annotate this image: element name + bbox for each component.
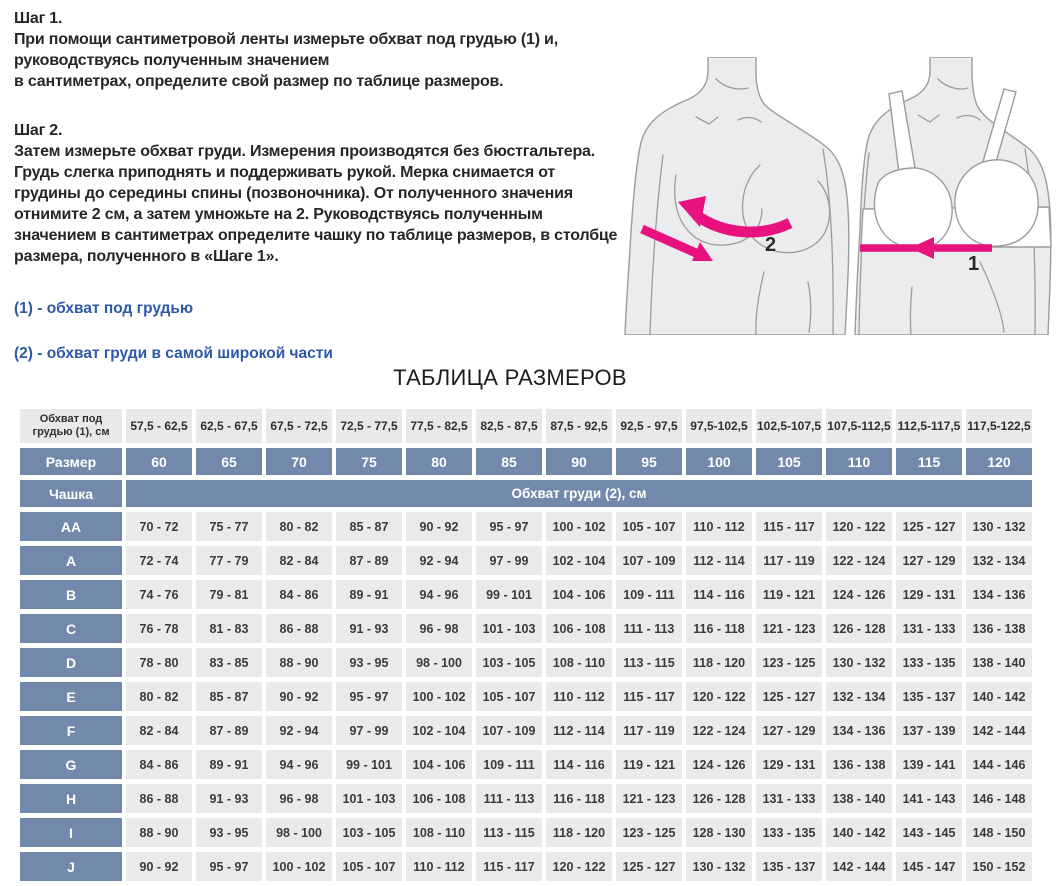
value-cell: 90 - 92	[266, 682, 332, 711]
cup-cell: F	[20, 716, 122, 745]
value-cell: 95 - 97	[336, 682, 402, 711]
value-cell: 128 - 130	[686, 818, 752, 847]
value-cell: 125 - 127	[896, 512, 962, 541]
value-cell: 118 - 120	[546, 818, 612, 847]
size-cell: 120	[966, 448, 1032, 475]
size-cell: 95	[616, 448, 682, 475]
step1-line: в сантиметрах, определите свой размер по таблице размеров.	[14, 73, 504, 90]
table-title: ТАБЛИЦА РАЗМЕРОВ	[393, 365, 627, 390]
value-cell: 109 - 111	[476, 750, 542, 779]
bust-arrow-label: 2	[765, 234, 777, 256]
value-cell: 102 - 104	[546, 546, 612, 575]
value-cell: 144 - 146	[966, 750, 1032, 779]
value-cell: 130 - 132	[966, 512, 1032, 541]
value-cell: 104 - 106	[406, 750, 472, 779]
size-cell: 110	[826, 448, 892, 475]
step1-line: При помощи сантиметровой ленты измерьте обхват под грудью (1) и,	[14, 31, 558, 48]
bust-header-cell: Обхват груди (2), см	[126, 480, 1032, 507]
value-cell: 90 - 92	[126, 852, 192, 881]
value-cell: 114 - 116	[546, 750, 612, 779]
value-cell: 95 - 97	[476, 512, 542, 541]
value-cell: 82 - 84	[266, 546, 332, 575]
value-cell: 100 - 102	[266, 852, 332, 881]
value-cell: 116 - 118	[546, 784, 612, 813]
value-cell: 140 - 142	[966, 682, 1032, 711]
value-cell: 107 - 109	[616, 546, 682, 575]
underbust-header-row	[20, 409, 1032, 443]
value-cell: 105 - 107	[476, 682, 542, 711]
value-cell: 114 - 116	[686, 580, 752, 609]
value-cell: 131 - 133	[756, 784, 822, 813]
cup-cell: B	[20, 580, 122, 609]
legend-underbust: (1) - обхват под грудью	[14, 300, 194, 317]
step2-line: размера, полученного в «Шаге 1».	[14, 248, 279, 265]
underbust-arrow-label: 1	[968, 253, 980, 275]
value-cell: 84 - 86	[126, 750, 192, 779]
size-cell: 85	[476, 448, 542, 475]
underbust-range-cell: 107,5-112,5	[826, 409, 892, 443]
value-cell: 115 - 117	[476, 852, 542, 881]
value-cell: 145 - 147	[896, 852, 962, 881]
cup-row	[20, 614, 1032, 643]
value-cell: 105 - 107	[616, 512, 682, 541]
value-cell: 104 - 106	[546, 580, 612, 609]
value-cell: 88 - 90	[126, 818, 192, 847]
value-cell: 141 - 143	[896, 784, 962, 813]
step2-title: Шаг 2.	[14, 122, 63, 139]
cup-row	[20, 818, 1032, 847]
value-cell: 136 - 138	[826, 750, 892, 779]
value-cell: 103 - 105	[336, 818, 402, 847]
value-cell: 111 - 113	[616, 614, 682, 643]
value-cell: 122 - 124	[826, 546, 892, 575]
value-cell: 100 - 102	[406, 682, 472, 711]
value-cell: 129 - 131	[756, 750, 822, 779]
value-cell: 112 - 114	[546, 716, 612, 745]
cup-row	[20, 784, 1032, 813]
value-cell: 93 - 95	[196, 818, 262, 847]
cup-cell: E	[20, 682, 122, 711]
value-cell: 110 - 112	[546, 682, 612, 711]
value-cell: 103 - 105	[476, 648, 542, 677]
cup-row	[20, 580, 1032, 609]
value-cell: 127 - 129	[756, 716, 822, 745]
underbust-range-cell: 97,5-102,5	[686, 409, 752, 443]
value-cell: 95 - 97	[196, 852, 262, 881]
value-cell: 112 - 114	[686, 546, 752, 575]
value-cell: 125 - 127	[756, 682, 822, 711]
value-cell: 130 - 132	[826, 648, 892, 677]
size-cell: 90	[546, 448, 612, 475]
size-row	[20, 448, 1032, 475]
underbust-range-cell: 62,5 - 67,5	[196, 409, 262, 443]
value-cell: 126 - 128	[826, 614, 892, 643]
value-cell: 87 - 89	[336, 546, 402, 575]
value-cell: 85 - 87	[336, 512, 402, 541]
value-cell: 135 - 137	[896, 682, 962, 711]
step2-line: грудины до середины спины (позвоночника). От полученного значения	[14, 185, 573, 202]
value-cell: 129 - 131	[896, 580, 962, 609]
size-cell: 105	[756, 448, 822, 475]
cup-row	[20, 750, 1032, 779]
cup-cell: I	[20, 818, 122, 847]
value-cell: 115 - 117	[756, 512, 822, 541]
underbust-range-cell: 117,5-122,5	[966, 409, 1032, 443]
value-cell: 137 - 139	[896, 716, 962, 745]
value-cell: 88 - 90	[266, 648, 332, 677]
value-cell: 79 - 81	[196, 580, 262, 609]
value-cell: 97 - 99	[476, 546, 542, 575]
value-cell: 76 - 78	[126, 614, 192, 643]
value-cell: 107 - 109	[476, 716, 542, 745]
value-cell: 81 - 83	[196, 614, 262, 643]
value-cell: 123 - 125	[616, 818, 682, 847]
value-cell: 115 - 117	[616, 682, 682, 711]
value-cell: 135 - 137	[756, 852, 822, 881]
value-cell: 87 - 89	[196, 716, 262, 745]
size-cell: 75	[336, 448, 402, 475]
cup-cell: D	[20, 648, 122, 677]
bra-cup	[955, 160, 1038, 246]
size-table	[16, 404, 1036, 886]
value-cell: 85 - 87	[196, 682, 262, 711]
value-cell: 111 - 113	[476, 784, 542, 813]
value-cell: 134 - 136	[826, 716, 892, 745]
value-cell: 80 - 82	[126, 682, 192, 711]
value-cell: 143 - 145	[896, 818, 962, 847]
value-cell: 70 - 72	[126, 512, 192, 541]
value-cell: 92 - 94	[266, 716, 332, 745]
value-cell: 146 - 148	[966, 784, 1032, 813]
value-cell: 91 - 93	[336, 614, 402, 643]
size-cell: 60	[126, 448, 192, 475]
value-cell: 121 - 123	[756, 614, 822, 643]
value-cell: 74 - 76	[126, 580, 192, 609]
cup-cell: AA	[20, 512, 122, 541]
value-cell: 91 - 93	[196, 784, 262, 813]
value-cell: 120 - 122	[686, 682, 752, 711]
step2-paragraph	[14, 120, 617, 267]
value-cell: 92 - 94	[406, 546, 472, 575]
value-cell: 121 - 123	[616, 784, 682, 813]
figure-without-bra	[625, 57, 849, 335]
value-cell: 124 - 126	[686, 750, 752, 779]
value-cell: 101 - 103	[336, 784, 402, 813]
value-cell: 133 - 135	[756, 818, 822, 847]
value-cell: 113 - 115	[476, 818, 542, 847]
value-cell: 106 - 108	[546, 614, 612, 643]
value-cell: 130 - 132	[686, 852, 752, 881]
cup-cell: A	[20, 546, 122, 575]
value-cell: 90 - 92	[406, 512, 472, 541]
cup-row	[20, 682, 1032, 711]
cup-row	[20, 512, 1032, 541]
cup-row	[20, 716, 1032, 745]
step1-paragraph	[14, 8, 558, 92]
value-cell: 75 - 77	[196, 512, 262, 541]
bra-cup	[875, 168, 953, 249]
underbust-range-cell: 92,5 - 97,5	[616, 409, 682, 443]
bust-header-row	[20, 480, 1032, 507]
measurement-illustration	[612, 57, 1060, 335]
underbust-range-cell: 67,5 - 72,5	[266, 409, 332, 443]
cup-cell: G	[20, 750, 122, 779]
legend-bust: (2) - обхват груди в самой широкой части	[14, 345, 333, 362]
size-cell: 80	[406, 448, 472, 475]
value-cell: 98 - 100	[406, 648, 472, 677]
value-cell: 86 - 88	[126, 784, 192, 813]
step1-title: Шаг 1.	[14, 10, 63, 27]
underbust-header-cell: Обхват под грудью (1), см	[20, 409, 122, 443]
value-cell: 84 - 86	[266, 580, 332, 609]
underbust-range-cell: 87,5 - 92,5	[546, 409, 612, 443]
size-cell: 65	[196, 448, 262, 475]
value-cell: 132 - 134	[826, 682, 892, 711]
value-cell: 72 - 74	[126, 546, 192, 575]
value-cell: 120 - 122	[546, 852, 612, 881]
underbust-range-cell: 82,5 - 87,5	[476, 409, 542, 443]
value-cell: 89 - 91	[336, 580, 402, 609]
value-cell: 138 - 140	[826, 784, 892, 813]
cup-cell: J	[20, 852, 122, 881]
value-cell: 117 - 119	[756, 546, 822, 575]
value-cell: 126 - 128	[686, 784, 752, 813]
value-cell: 131 - 133	[896, 614, 962, 643]
value-cell: 116 - 118	[686, 614, 752, 643]
value-cell: 83 - 85	[196, 648, 262, 677]
value-cell: 150 - 152	[966, 852, 1032, 881]
value-cell: 96 - 98	[266, 784, 332, 813]
value-cell: 136 - 138	[966, 614, 1032, 643]
value-cell: 125 - 127	[616, 852, 682, 881]
value-cell: 113 - 115	[616, 648, 682, 677]
cup-col-label-cell: Чашка	[20, 480, 122, 507]
step2-line: отнимите 2 см, а затем умножьте на 2. Руководствуясь полученным	[14, 206, 543, 223]
cup-row	[20, 648, 1032, 677]
value-cell: 118 - 120	[686, 648, 752, 677]
step2-line: Затем измерьте обхват груди. Измерения производятся без бюстгальтера.	[14, 143, 595, 160]
value-cell: 142 - 144	[966, 716, 1032, 745]
value-cell: 100 - 102	[546, 512, 612, 541]
value-cell: 102 - 104	[406, 716, 472, 745]
value-cell: 127 - 129	[896, 546, 962, 575]
cup-cell: C	[20, 614, 122, 643]
underbust-range-cell: 77,5 - 82,5	[406, 409, 472, 443]
value-cell: 117 - 119	[616, 716, 682, 745]
value-cell: 94 - 96	[406, 580, 472, 609]
size-cell: 115	[896, 448, 962, 475]
value-cell: 109 - 111	[616, 580, 682, 609]
value-cell: 139 - 141	[896, 750, 962, 779]
underbust-range-cell: 112,5-117,5	[896, 409, 962, 443]
step2-line: значением в сантиметрах определите чашку по таблице размеров, в столбце	[14, 227, 618, 244]
value-cell: 105 - 107	[336, 852, 402, 881]
value-cell: 108 - 110	[406, 818, 472, 847]
size-row-label-cell: Размер	[20, 448, 122, 475]
value-cell: 110 - 112	[686, 512, 752, 541]
cup-cell: H	[20, 784, 122, 813]
value-cell: 98 - 100	[266, 818, 332, 847]
value-cell: 120 - 122	[826, 512, 892, 541]
value-cell: 133 - 135	[896, 648, 962, 677]
cup-row	[20, 546, 1032, 575]
value-cell: 86 - 88	[266, 614, 332, 643]
value-cell: 94 - 96	[266, 750, 332, 779]
size-cell: 70	[266, 448, 332, 475]
value-cell: 134 - 136	[966, 580, 1032, 609]
value-cell: 101 - 103	[476, 614, 542, 643]
value-cell: 80 - 82	[266, 512, 332, 541]
value-cell: 77 - 79	[196, 546, 262, 575]
value-cell: 123 - 125	[756, 648, 822, 677]
value-cell: 82 - 84	[126, 716, 192, 745]
value-cell: 106 - 108	[406, 784, 472, 813]
value-cell: 140 - 142	[826, 818, 892, 847]
value-cell: 97 - 99	[336, 716, 402, 745]
underbust-range-cell: 72,5 - 77,5	[336, 409, 402, 443]
underbust-range-cell: 102,5-107,5	[756, 409, 822, 443]
step2-line: Грудь слегка приподнять и поддерживать рукой. Мерка снимается от	[14, 164, 556, 181]
underbust-range-cell: 57,5 - 62,5	[126, 409, 192, 443]
size-cell: 100	[686, 448, 752, 475]
value-cell: 110 - 112	[406, 852, 472, 881]
value-cell: 132 - 134	[966, 546, 1032, 575]
cup-row	[20, 852, 1032, 881]
value-cell: 148 - 150	[966, 818, 1032, 847]
value-cell: 89 - 91	[196, 750, 262, 779]
value-cell: 119 - 121	[756, 580, 822, 609]
value-cell: 122 - 124	[686, 716, 752, 745]
value-cell: 93 - 95	[336, 648, 402, 677]
value-cell: 142 - 144	[826, 852, 892, 881]
value-cell: 124 - 126	[826, 580, 892, 609]
value-cell: 96 - 98	[406, 614, 472, 643]
value-cell: 119 - 121	[616, 750, 682, 779]
value-cell: 138 - 140	[966, 648, 1032, 677]
value-cell: 99 - 101	[476, 580, 542, 609]
value-cell: 108 - 110	[546, 648, 612, 677]
figure-with-bra	[855, 57, 1051, 335]
value-cell: 78 - 80	[126, 648, 192, 677]
step1-line: руководствуясь полученным значением	[14, 52, 330, 69]
value-cell: 99 - 101	[336, 750, 402, 779]
